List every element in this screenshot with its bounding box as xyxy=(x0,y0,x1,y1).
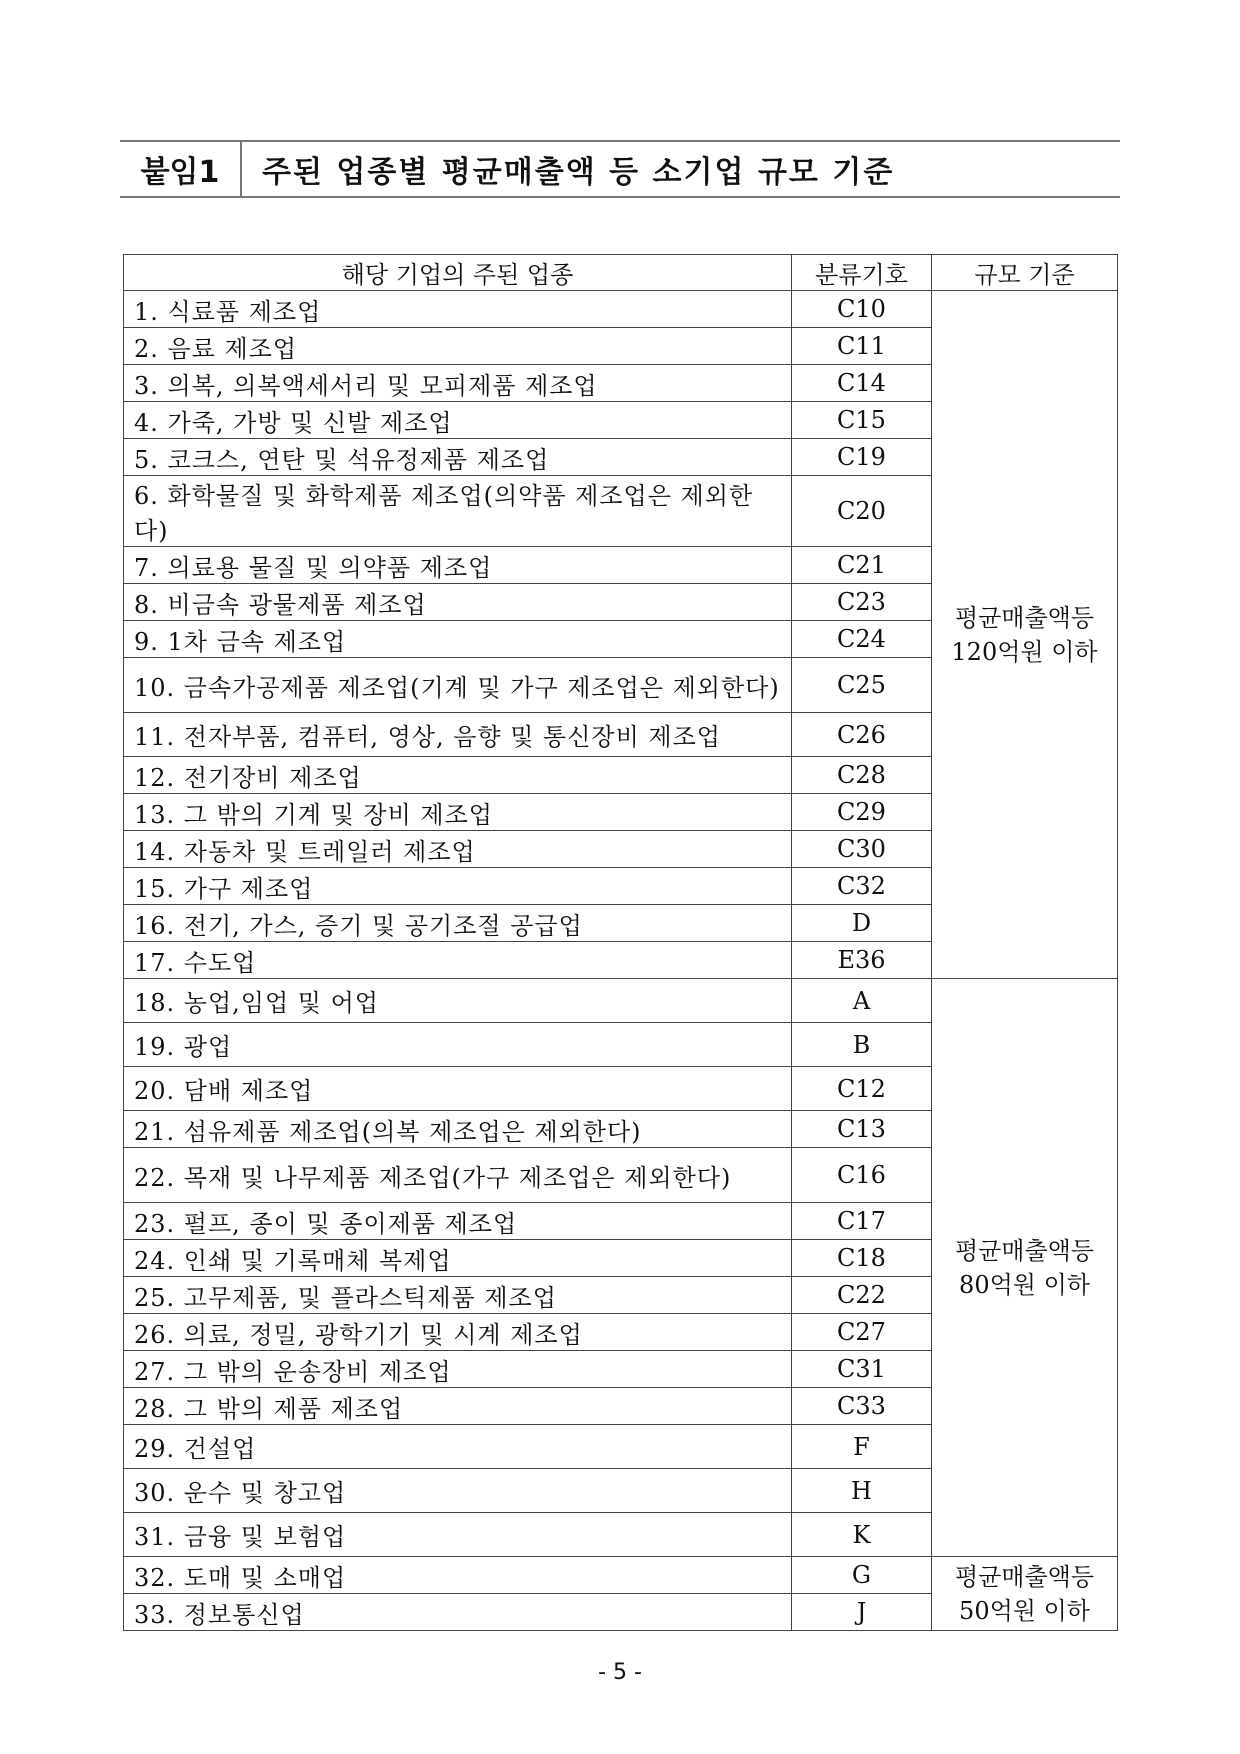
attachment-label: 붙임1 xyxy=(120,142,242,196)
classification-code: C30 xyxy=(792,831,932,868)
industry-name: 32. 도매 및 소매업 xyxy=(124,1557,792,1594)
classification-code: A xyxy=(792,979,932,1023)
classification-code: C16 xyxy=(792,1148,932,1203)
industry-name: 28. 그 밖의 제품 제조업 xyxy=(124,1388,792,1425)
industry-name: 20. 담배 제조업 xyxy=(124,1067,792,1111)
classification-code: G xyxy=(792,1557,932,1594)
industry-name: 16. 전기, 가스, 증기 및 공기조절 공급업 xyxy=(124,905,792,942)
classification-code: C22 xyxy=(792,1277,932,1314)
classification-code: C29 xyxy=(792,794,932,831)
classification-code: K xyxy=(792,1513,932,1557)
classification-code: C23 xyxy=(792,584,932,621)
classification-code: C25 xyxy=(792,658,932,713)
classification-code: C10 xyxy=(792,291,932,328)
classification-code: C21 xyxy=(792,547,932,584)
size-criterion-line: 80억원 이하 xyxy=(959,1270,1090,1299)
industry-name: 31. 금융 및 보험업 xyxy=(124,1513,792,1557)
industry-name: 27. 그 밖의 운송장비 제조업 xyxy=(124,1351,792,1388)
industry-name: 13. 그 밖의 기계 및 장비 제조업 xyxy=(124,794,792,831)
classification-code: J xyxy=(792,1594,932,1631)
document-heading xyxy=(120,140,1120,198)
industry-name: 17. 수도업 xyxy=(124,942,792,979)
size-criterion xyxy=(932,291,1118,979)
table-body xyxy=(124,291,1118,1631)
classification-code: C32 xyxy=(792,868,932,905)
industry-name: 24. 인쇄 및 기록매체 복제업 xyxy=(124,1240,792,1277)
header-code: 분류기호 xyxy=(792,255,932,291)
industry-name: 15. 가구 제조업 xyxy=(124,868,792,905)
industry-name: 30. 운수 및 창고업 xyxy=(124,1469,792,1513)
classification-code: C28 xyxy=(792,757,932,794)
industry-name: 4. 가죽, 가방 및 신발 제조업 xyxy=(124,402,792,439)
industry-name: 6. 화학물질 및 화학제품 제조업(의약품 제조업은 제외한다) xyxy=(124,476,792,547)
size-criterion-line: 평균매출액등 xyxy=(954,1236,1095,1265)
industry-name: 14. 자동차 및 트레일러 제조업 xyxy=(124,831,792,868)
industry-name: 29. 건설업 xyxy=(124,1425,792,1469)
classification-code: C24 xyxy=(792,621,932,658)
size-criterion xyxy=(932,979,1118,1557)
industry-name: 10. 금속가공제품 제조업(기계 및 가구 제조업은 제외한다) xyxy=(124,658,792,713)
classification-code: C33 xyxy=(792,1388,932,1425)
size-criterion-line: 50억원 이하 xyxy=(959,1596,1090,1625)
classification-code: D xyxy=(792,905,932,942)
industry-name: 9. 1차 금속 제조업 xyxy=(124,621,792,658)
industry-name: 12. 전기장비 제조업 xyxy=(124,757,792,794)
size-criterion-line: 120억원 이하 xyxy=(951,637,1098,666)
size-criteria-table xyxy=(123,254,1118,1631)
size-criterion-line: 평균매출액등 xyxy=(954,1562,1095,1591)
industry-name: 18. 농업,임업 및 어업 xyxy=(124,979,792,1023)
industry-name: 23. 펄프, 종이 및 종이제품 제조업 xyxy=(124,1203,792,1240)
classification-code: C19 xyxy=(792,439,932,476)
industry-name: 22. 목재 및 나무제품 제조업(가구 제조업은 제외한다) xyxy=(124,1148,792,1203)
industry-name: 21. 섬유제품 제조업(의복 제조업은 제외한다) xyxy=(124,1111,792,1148)
classification-code: C14 xyxy=(792,365,932,402)
classification-code: C12 xyxy=(792,1067,932,1111)
industry-name: 19. 광업 xyxy=(124,1023,792,1067)
classification-code: C20 xyxy=(792,476,932,547)
table-row xyxy=(124,291,1118,328)
header-size: 규모 기준 xyxy=(932,255,1118,291)
industry-name: 3. 의복, 의복액세서리 및 모피제품 제조업 xyxy=(124,365,792,402)
classification-code: B xyxy=(792,1023,932,1067)
classification-code: C26 xyxy=(792,713,932,757)
industry-name: 25. 고무제품, 및 플라스틱제품 제조업 xyxy=(124,1277,792,1314)
classification-code: C31 xyxy=(792,1351,932,1388)
classification-code: C27 xyxy=(792,1314,932,1351)
industry-name: 11. 전자부품, 컴퓨터, 영상, 음향 및 통신장비 제조업 xyxy=(124,713,792,757)
classification-code: C13 xyxy=(792,1111,932,1148)
classification-code: C11 xyxy=(792,328,932,365)
classification-code: C18 xyxy=(792,1240,932,1277)
table-row xyxy=(124,1557,1118,1594)
classification-code: C17 xyxy=(792,1203,932,1240)
industry-name: 26. 의료, 정밀, 광학기기 및 시계 제조업 xyxy=(124,1314,792,1351)
classification-code: F xyxy=(792,1425,932,1469)
classification-code: H xyxy=(792,1469,932,1513)
industry-name: 8. 비금속 광물제품 제조업 xyxy=(124,584,792,621)
page-number: - 5 - xyxy=(598,1660,642,1685)
size-criterion-line: 평균매출액등 xyxy=(954,603,1095,632)
industry-name: 7. 의료용 물질 및 의약품 제조업 xyxy=(124,547,792,584)
table-row xyxy=(124,979,1118,1023)
classification-code: E36 xyxy=(792,942,932,979)
table-header-row xyxy=(124,255,1118,291)
size-criterion xyxy=(932,1557,1118,1631)
document-title: 주된 업종별 평균매출액 등 소기업 규모 기준 xyxy=(262,155,895,190)
header-industry: 해당 기업의 주된 업종 xyxy=(124,255,792,291)
industry-name: 33. 정보통신업 xyxy=(124,1594,792,1631)
industry-name: 5. 코크스, 연탄 및 석유정제품 제조업 xyxy=(124,439,792,476)
industry-name: 2. 음료 제조업 xyxy=(124,328,792,365)
classification-code: C15 xyxy=(792,402,932,439)
industry-name: 1. 식료품 제조업 xyxy=(124,291,792,328)
